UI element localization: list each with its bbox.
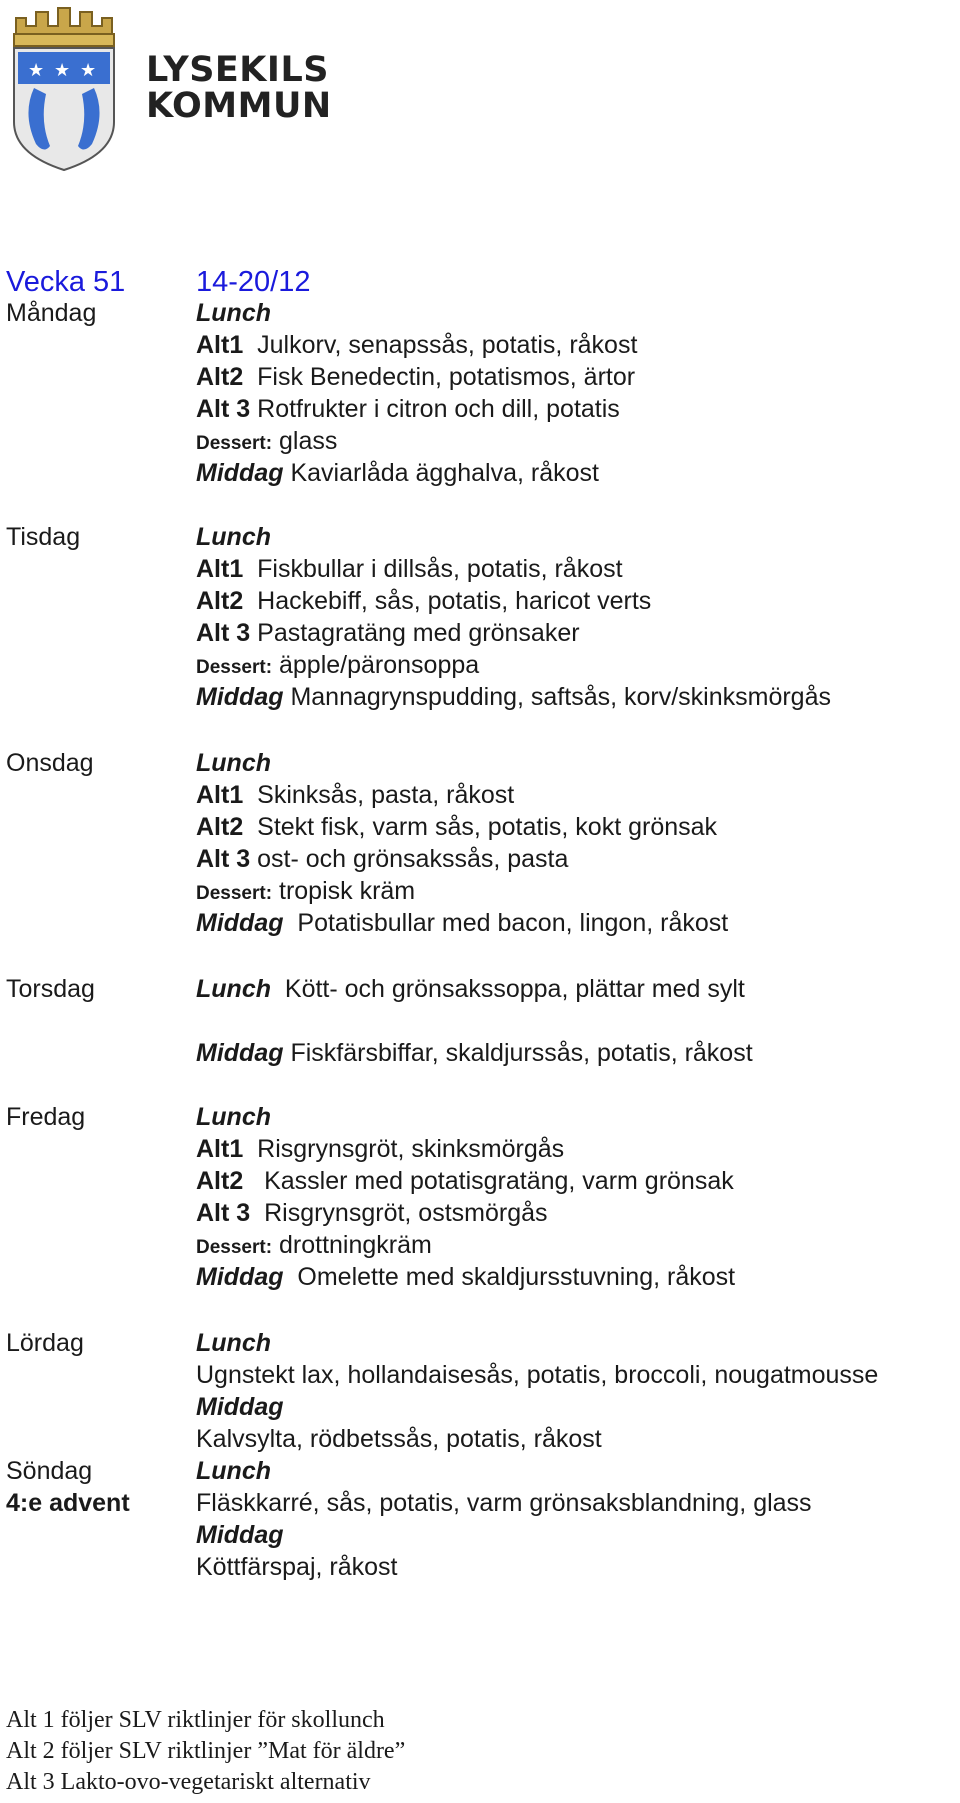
menu-row-dessert [196,876,415,909]
lunch-label: Lunch [196,299,271,327]
footer-note-3: Alt 3 Lakto-ovo-vegetariskt alternativ [6,1769,371,1795]
dish: Rotfrukter i citron och dill, potatis [257,395,620,423]
dish: Mannagrynspudding, saftsås, korv/skinksmörgås [290,683,831,711]
dish: Fläskkarré, sås, potatis, varm grönsaksblandning, glass [196,1489,812,1517]
alt2-label: Alt2 [196,587,244,615]
dish: Ugnstekt lax, hollandaisesås, potatis, broccoli, nougatmousse [196,1361,879,1389]
dish: Kött- och grönsakssoppa, plättar med sylt [284,975,745,1003]
dessert-label: Dessert: [196,1237,273,1258]
dish: tropisk kräm [279,877,416,905]
dish: Kalvsylta, rödbetssås, potatis, råkost [196,1425,602,1453]
lunch-label: Lunch [196,523,271,551]
day-name-onsdag: Onsdag [6,749,94,777]
footer-note-2: Alt 2 följer SLV riktlinjer ”Mat för äldre” [6,1738,406,1764]
menu-row-alt2 [196,362,635,392]
alt2-label: Alt2 [196,1167,244,1195]
dish: Hackebiff, sås, potatis, haricot verts [257,587,652,615]
menu-row-alt3 [196,844,568,874]
footer-notes [6,1705,405,1798]
menu-row-dessert [196,650,479,683]
dish: Fiskbullar i dillsås, potatis, råkost [257,555,623,583]
middag-label: Middag [196,909,284,937]
dish: ost- och grönsakssås, pasta [257,845,569,873]
menu-row-middag [196,908,728,938]
dish: Kassler med potatisgratäng, varm grönsak [264,1167,734,1195]
menu-row-middag [196,1262,735,1292]
alt3-label: Alt 3 [196,395,251,423]
brand-line-2: KOMMUN [146,86,332,126]
day-name-torsdag: Torsdag [6,975,95,1003]
middag-label: Middag [196,683,284,711]
lunch-label: Lunch [196,975,271,1003]
dish: äpple/päronsoppa [279,651,480,679]
alt3-label: Alt 3 [196,845,251,873]
dish: Fiskfärsbiffar, skaldjurssås, potatis, råkost [290,1039,753,1067]
dish: Omelette med skaldjursstuvning, råkost [297,1263,736,1291]
lunch-label: Lunch [196,749,271,777]
dish: Julkorv, senapssås, potatis, råkost [257,331,638,359]
menu-row-alt3 [196,1198,548,1228]
lunch-label: Lunch [196,1457,271,1485]
menu-row-middag [196,458,599,488]
day-subtitle-advent: 4:e advent [6,1489,130,1517]
menu-row-alt3 [196,618,580,648]
dish: Potatisbullar med bacon, lingon, råkost [297,909,729,937]
middag-label: Middag [196,1521,284,1549]
dish: Kaviarlåda ägghalva, råkost [290,459,599,487]
dessert-label: Dessert: [196,657,273,678]
dish: drottningkräm [279,1231,432,1259]
dessert-label: Dessert: [196,433,273,454]
alt2-label: Alt2 [196,813,244,841]
week-label: Vecka 51 [6,266,126,298]
menu-row-dessert [196,1230,432,1263]
alt1-label: Alt1 [196,781,244,809]
dish: Pastagratäng med grönsaker [257,619,580,647]
alt1-label: Alt1 [196,331,244,359]
day-name-lordag: Lördag [6,1329,84,1357]
dish: Stekt fisk, varm sås, potatis, kokt grönsak [257,813,718,841]
svg-text:★: ★ [54,60,71,81]
menu-row-dessert [196,426,337,459]
day-name-sondag: Söndag [6,1457,93,1485]
lunch-label: Lunch [196,1103,271,1131]
menu-row-alt2 [196,586,651,616]
day-name-mandag: Måndag [6,299,97,327]
middag-label: Middag [196,1263,284,1291]
week-heading [6,266,311,299]
day-name-tisdag: Tisdag [6,523,81,551]
menu-row-alt1 [196,330,637,360]
alt2-label: Alt2 [196,363,244,391]
alt3-label: Alt 3 [196,619,251,647]
menu-row-alt2 [196,812,717,842]
middag-label: Middag [196,1039,284,1067]
brand-line-1: LYSEKILS [146,50,329,90]
alt3-label: Alt 3 [196,1199,251,1227]
dish: glass [279,427,338,455]
menu-row-middag [196,1038,753,1068]
menu-row-alt2 [196,1166,734,1196]
dish: Fisk Benedectin, potatismos, ärtor [257,363,636,391]
menu-row-alt1 [196,1134,564,1164]
lysekil-crest-logo [6,4,121,174]
week-dates: 14-20/12 [196,266,311,298]
dish: Risgrynsgröt, ostsmörgås [264,1199,548,1227]
day-name-fredag: Fredag [6,1103,86,1131]
middag-label: Middag [196,1393,284,1421]
dish: Köttfärspaj, råkost [196,1553,398,1581]
menu-row-lunch [196,974,745,1004]
middag-label: Middag [196,459,284,487]
dish: Skinksås, pasta, råkost [257,781,515,809]
alt1-label: Alt1 [196,1135,244,1163]
svg-text:★: ★ [28,60,45,81]
dish: Risgrynsgröt, skinksmörgås [257,1135,565,1163]
svg-text:★: ★ [80,60,97,81]
dessert-label: Dessert: [196,883,273,904]
menu-row-alt3 [196,394,620,424]
brand-wordmark [146,52,332,124]
menu-row-alt1 [196,554,623,584]
menu-row-middag [196,682,831,712]
footer-note-1: Alt 1 följer SLV riktlinjer för skollunch [6,1707,385,1733]
lunch-label: Lunch [196,1329,271,1357]
menu-row-alt1 [196,780,514,810]
alt1-label: Alt1 [196,555,244,583]
